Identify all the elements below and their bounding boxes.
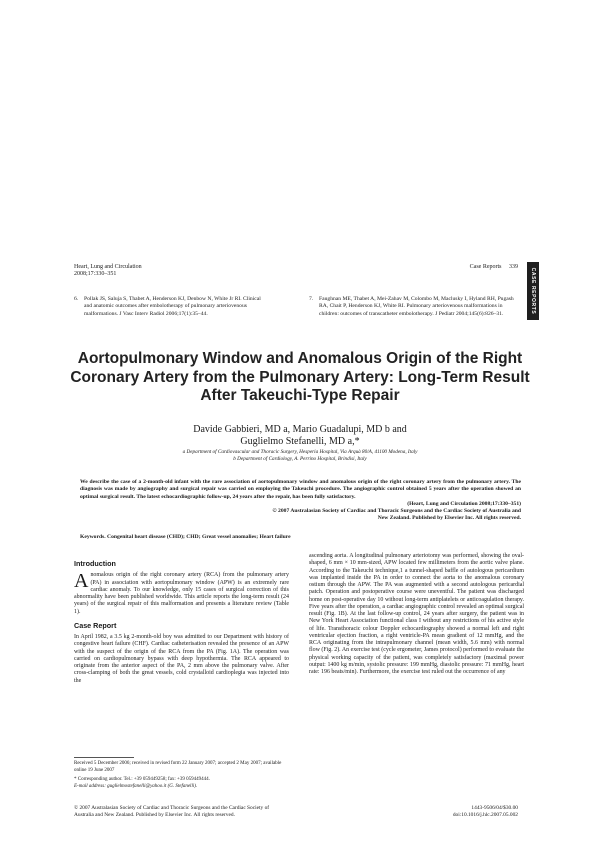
footer-copyright [74,805,404,819]
case-report-heading: Case Report [74,620,117,630]
abstract-copyright-1: © 2007 Australasian Society of Cardiac and Thoracic Surgeons and the Cardiac Society of Australia and [272,508,521,515]
email-address: E-mail address: guglielmostefanelli@yahoo.it (G. Stefanelli). [74,783,198,789]
issn: 1443-9506/04/$30.00 [471,805,518,811]
reference-text: Faughnan ME, Thabet A, Mei-Zahav M, Colombo M, Maclusky I, Hyland RH, Pugash RA, Chait P, Henderson KJ, White RI. Pulmonary arteriovenous malformations in children: outcomes of transcatheter embolotherapy. J Pediatr 2004;145(6):826–31. [319,296,514,317]
reference-text: Pollak JS, Saluja S, Thabet A, Henderson KJ, Denbow N, White Jr RI. Clinical and anatomic outcomes after embolotherapy of pulmonary arteriovenous malformations. J Vasc Interv Radiol 2006;17(1):35–44. [84,296,261,317]
abstract-citation: (Heart, Lung and Circulation 2008;17:330–351) [407,500,521,507]
authors-line-1: Davide Gabbieri, MD a, Mario Guadalupi, MD b and [193,424,407,435]
intro-paragraph [74,572,289,616]
reference-number: 7. [309,296,314,302]
side-tab-label: CASE REPORTS [530,267,536,315]
doi: doi:10.1016/j.hlc.2007.05.002 [452,812,518,818]
author-list [60,424,540,448]
footer-copyright-2: Australia and New Zealand. Published by Elsevier Inc. All rights reserved. [74,812,235,818]
received-dates: Received 5 December 2006; received in revised form 22 January 2007; accepted 2 May 2007; available online 19 June 2007 [74,761,282,773]
article-title: Aortopulmonary Window and Anomalous Origin of the Right Coronary Artery from the Pulmonary Artery: Long-Term Result After Takeuchi-Type Repair [70,350,530,404]
case-reports-side-tab [527,262,539,320]
reference-item [74,296,270,318]
page-number: 339 [509,264,518,270]
footer-copyright-1: © 2007 Australasian Society of Cardiac and Thoracic Surgeons and the Cardiac Society of [74,805,270,811]
affiliation-b: b Department of Cardiology, A. Perrino Hospital, Brindisi, Italy [233,456,367,462]
right-column [309,553,524,680]
abstract-copyright-2: New Zealand. Published by Elsevier Inc. All rights reserved. [377,515,521,522]
footnote-rule [74,757,134,758]
affiliations [60,449,540,463]
intro-text: nomalous origin of the right coronary artery (RCA) from the pulmonary artery (PA) in association with aortopulmonary window (APW) is an extremely rare cardiac anomaly. To our knowledge, only 15 cases of surgical correction of this abnormality have been published worldwide. This article reports the long-term result (24 years) of the surgical repair of this malformation and presents a literature review (Table 1). [74,572,289,615]
journal-name: Heart, Lung and Circulation [74,264,142,270]
footnotes [74,761,289,790]
reference-number: 6. [74,296,79,302]
footer-ids [453,805,518,819]
drop-cap: A [74,570,89,593]
section-label: Case Reports [469,264,502,270]
left-column [74,560,289,689]
journal-volume: 2008;17:330–351 [74,271,117,277]
running-header [74,264,142,278]
abstract-text: We describe the case of a 2-month-old infant with the rare association of aortopulmonary window and anomalous origin of the right coronary artery from the pulmonary artery. The diagnosis was made by angiography and surgical repair was carried on employing the Takeuchi procedure. The angiographic control obtained 5 years after the operation showed an optimal surgical result. The latest echocardiographic follow-up, 24 years after the repair, has been fully satisfactory. [80,479,521,500]
right-column-text: ascending aorta. A longitudinal pulmonary arteriotomy was performed, showing the oval-shaped, 6 mm × 10 mm-sized, APW located few millimeters from the aortic valve plane. According to the Takeuchi technique,1 a tunnel-shaped baffle of autologous pericardium was implanted inside the PA in order to connect the aorta to the anomalous coronary ostium through the APW. The PA was augmented with a second autologous pericardial patch. Operation and postoperative course were uneventful. The patient was discharged home on post-operative day 10 without long-term antiplatelets or anticoagulation therapy. Five years after the operation, a cardiac angiographic control revealed an optimal surgical result (Fig. 1B). At the last follow-up control, 24 years after surgery, the patient was in New York Heart Association functional class I without any restrictions of his active style of life. Transthoracic colour Doppler echocardiography showed a normal left and right ventricular ejection fraction, a right ventricle-PA mean gradient of 12 mmHg, and the RCA originating from the intrapulmonary channel (mean width, 5.6 mm) with normal flow (Fig. 2). An exercise test (cycle ergometer, James protocol) performed to evaluate the physical working capacity of the patient, was completely satisfactory (maximal power output: 1400 kg m/min, systolic pressure: 199 mmHg, diastolic pressure: 71 mmHg, heart rate: 196 beats/min). Furthermore, the exercise test ruled out the occurrence of any [309,553,524,675]
abstract [80,479,521,523]
corresponding-author: * Corresponding author. Tel.: +39 059449258; fax: +39 059449444. [74,777,210,783]
authors-line-2: Guglielmo Stefanelli, MD a,* [240,436,360,447]
intro-heading: Introduction [74,559,116,568]
case-report-text: In April 1982, a 3.5 kg 2-month-old boy was admitted to our Department with history of congestive heart failure (CHF). Cardiac catheterisation revealed the presence of an APW with the suspect of the origin of the RCA from the PA (Fig. 1A). The operation was carried on cardiopulmonary bypass with deep hypothermia. The RCA appeared to originate from the anterior aspect of the PA, 2 mm above the pulmonary valve. After cross-clamping of both the great vessels, cold crystalloid cardioplegia was injected into the [74,634,289,684]
affiliation-a: a Department of Cardiovascular and Thoracic Surgery, Hesperia Hospital, Via Arquà 80/A, 41100 Modena, Italy [182,449,418,455]
section-page [470,264,518,270]
keywords: Keywords. Congenital heart disease (CHD); CHD; Great vessel anomalies; Heart failure [80,534,291,540]
reference-item [309,296,522,318]
